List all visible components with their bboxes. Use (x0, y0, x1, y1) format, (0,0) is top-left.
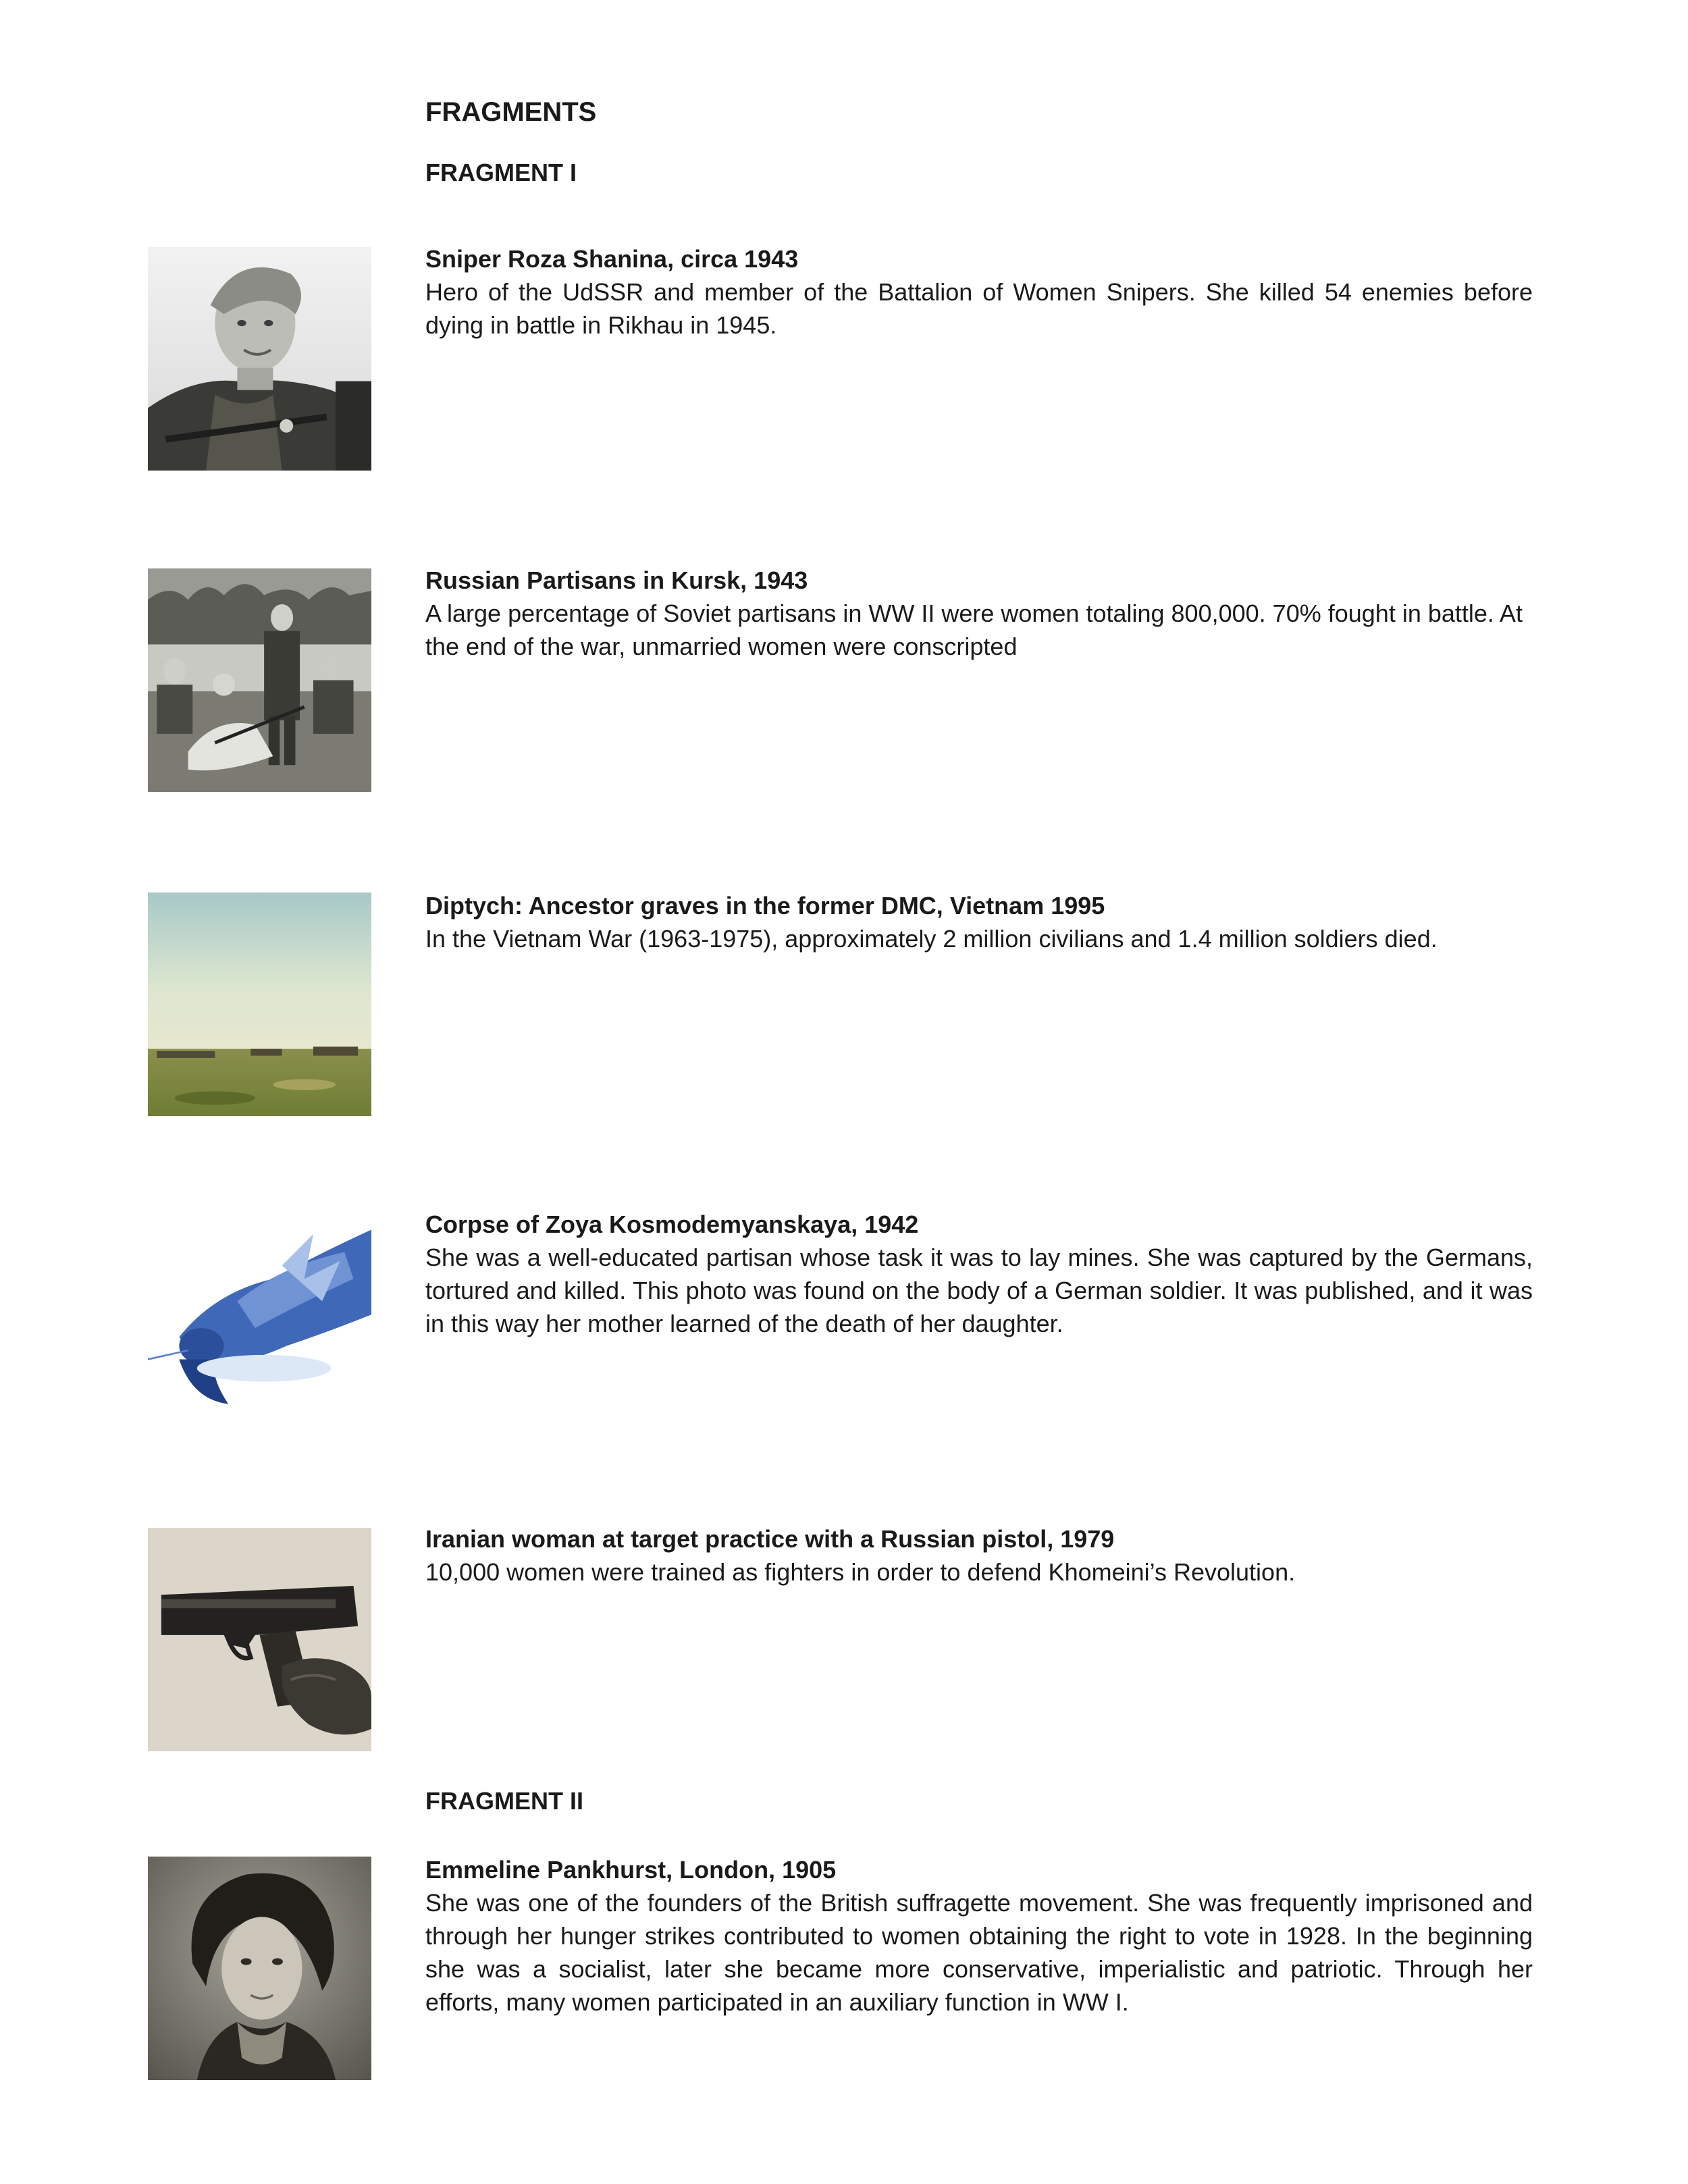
entry-2 (425, 564, 1533, 663)
pistol-in-hand-photo (148, 1528, 371, 1751)
portrait-soldier-photo (148, 247, 371, 471)
document-heading: FRAGMENTS (425, 97, 597, 127)
field-landscape-photo (148, 893, 371, 1116)
entry-body: Hero of the UdSSR and member of the Battalion of Women Snipers. She killed 54 enemies before dying in battle in Rikhau in 1945. (425, 278, 1533, 339)
entry-title: Diptych: Ancestor graves in the former DMC, Vietnam 1995 (425, 892, 1105, 920)
entry-title: Iranian woman at target practice with a Russian pistol, 1979 (425, 1525, 1115, 1553)
entry-4 (425, 1208, 1533, 1340)
entry-body: In the Vietnam War (1963-1975), approximately 2 million civilians and 1.4 million soldiers died. (425, 925, 1438, 953)
portrait-woman-photo (148, 1857, 371, 2080)
entry-title: Emmeline Pankhurst, London, 1905 (425, 1856, 837, 1884)
entry-1 (425, 242, 1533, 342)
entry-body: She was one of the founders of the British suffragette movement. She was frequently imprisoned and through her hunger strikes contributed to women obtaining the right to vote in 1928. In the beginning she was a socialist, later she became more conservative, imperialistic and patriotic. Through her efforts, many women participated in an auxiliary function in WW I. (425, 1889, 1533, 2016)
partisans-group-photo (148, 568, 371, 792)
entry-6 (425, 1853, 1533, 2019)
entry-5 (425, 1522, 1533, 1589)
entry-body: A large percentage of Soviet partisans in WW II were women totaling 800,000. 70% fought in battle. At the end of the war, unmarried women were conscripted (425, 600, 1523, 660)
blue-tinted-corpse-photo (148, 1212, 371, 1435)
entry-body: 10,000 women were trained as fighters in order to defend Khomeini’s Revolution. (425, 1558, 1296, 1586)
fragment-1-label: FRAGMENT I (425, 159, 577, 186)
entry-title: Russian Partisans in Kursk, 1943 (425, 566, 808, 594)
fragment-2-label: FRAGMENT II (425, 1787, 583, 1815)
entry-title: Sniper Roza Shanina, circa 1943 (425, 245, 799, 273)
entry-title: Corpse of Zoya Kosmodemyanskaya, 1942 (425, 1210, 919, 1238)
entry-3 (425, 889, 1533, 955)
entry-body: She was a well-educated partisan whose task it was to lay mines. She was captured by the Germans, tortured and killed. This photo was found on the body of a German soldier. It was published, and it was in this way her mother learned of the death of her daughter. (425, 1244, 1533, 1337)
